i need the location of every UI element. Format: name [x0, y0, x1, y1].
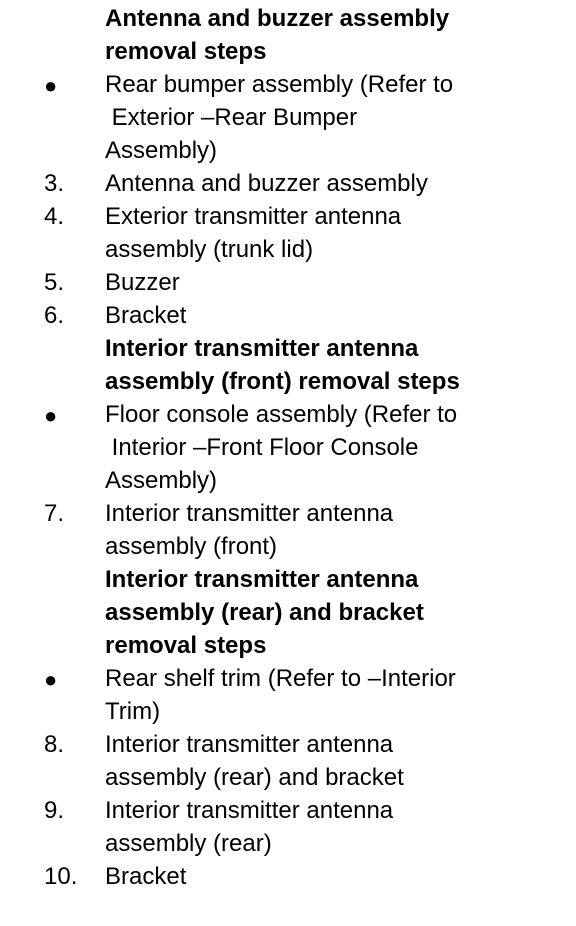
item-line: Exterior –Rear Bumper [105, 104, 358, 131]
item-line: Interior transmitter antenna [105, 797, 394, 824]
item-number: 4. [44, 203, 65, 230]
list-item [0, 662, 576, 728]
item-number: 9. [44, 797, 65, 824]
item-line: Rear bumper assembly (Refer to [105, 71, 454, 98]
item-line: Trim) [105, 698, 161, 725]
list-item [0, 68, 576, 167]
list-item [0, 398, 576, 497]
item-line: Bracket [105, 863, 187, 890]
item-line: Floor console assembly (Refer to [105, 401, 458, 428]
item-line: assembly (trunk lid) [105, 236, 314, 263]
item-line: assembly (rear) and bracket [105, 764, 404, 791]
bullet-icon: ● [44, 73, 58, 98]
list-item [0, 860, 576, 893]
heading-line: assembly (rear) and bracket [105, 599, 424, 626]
list-item [0, 299, 576, 332]
section-heading-front-antenna [0, 332, 576, 398]
heading-line: Interior transmitter antenna [105, 566, 419, 593]
item-line: Interior transmitter antenna [105, 500, 394, 527]
item-line: Buzzer [105, 269, 180, 296]
item-line: Assembly) [105, 467, 218, 494]
item-line: Interior transmitter antenna [105, 731, 394, 758]
item-line: Bracket [105, 302, 187, 329]
item-line: Interior –Front Floor Console [105, 434, 419, 461]
removal-steps-document [0, 2, 576, 893]
item-number: 6. [44, 302, 65, 329]
bullet-icon: ● [44, 403, 58, 428]
item-line: Assembly) [105, 137, 218, 164]
heading-line: Interior transmitter antenna [105, 335, 419, 362]
heading-line: Antenna and buzzer assembly [105, 5, 450, 32]
item-line: Antenna and buzzer assembly [105, 170, 428, 197]
item-line: Rear shelf trim (Refer to –Interior [105, 665, 456, 692]
heading-line: removal steps [105, 38, 267, 65]
heading-line: assembly (front) removal steps [105, 368, 460, 395]
item-line: Exterior transmitter antenna [105, 203, 402, 230]
heading-line: removal steps [105, 632, 267, 659]
list-item [0, 497, 576, 563]
item-number: 7. [44, 500, 65, 527]
list-item [0, 794, 576, 860]
item-number: 8. [44, 731, 65, 758]
list-item [0, 200, 576, 266]
item-line: assembly (rear) [105, 830, 272, 857]
section-heading-rear-antenna [0, 563, 576, 662]
item-number: 5. [44, 269, 65, 296]
list-item [0, 167, 576, 200]
section-heading-antenna-buzzer [0, 2, 576, 68]
item-number: 3. [44, 170, 65, 197]
item-line: assembly (front) [105, 533, 278, 560]
list-item [0, 266, 576, 299]
item-number: 10. [44, 863, 78, 890]
list-item [0, 728, 576, 794]
bullet-icon: ● [44, 667, 58, 692]
